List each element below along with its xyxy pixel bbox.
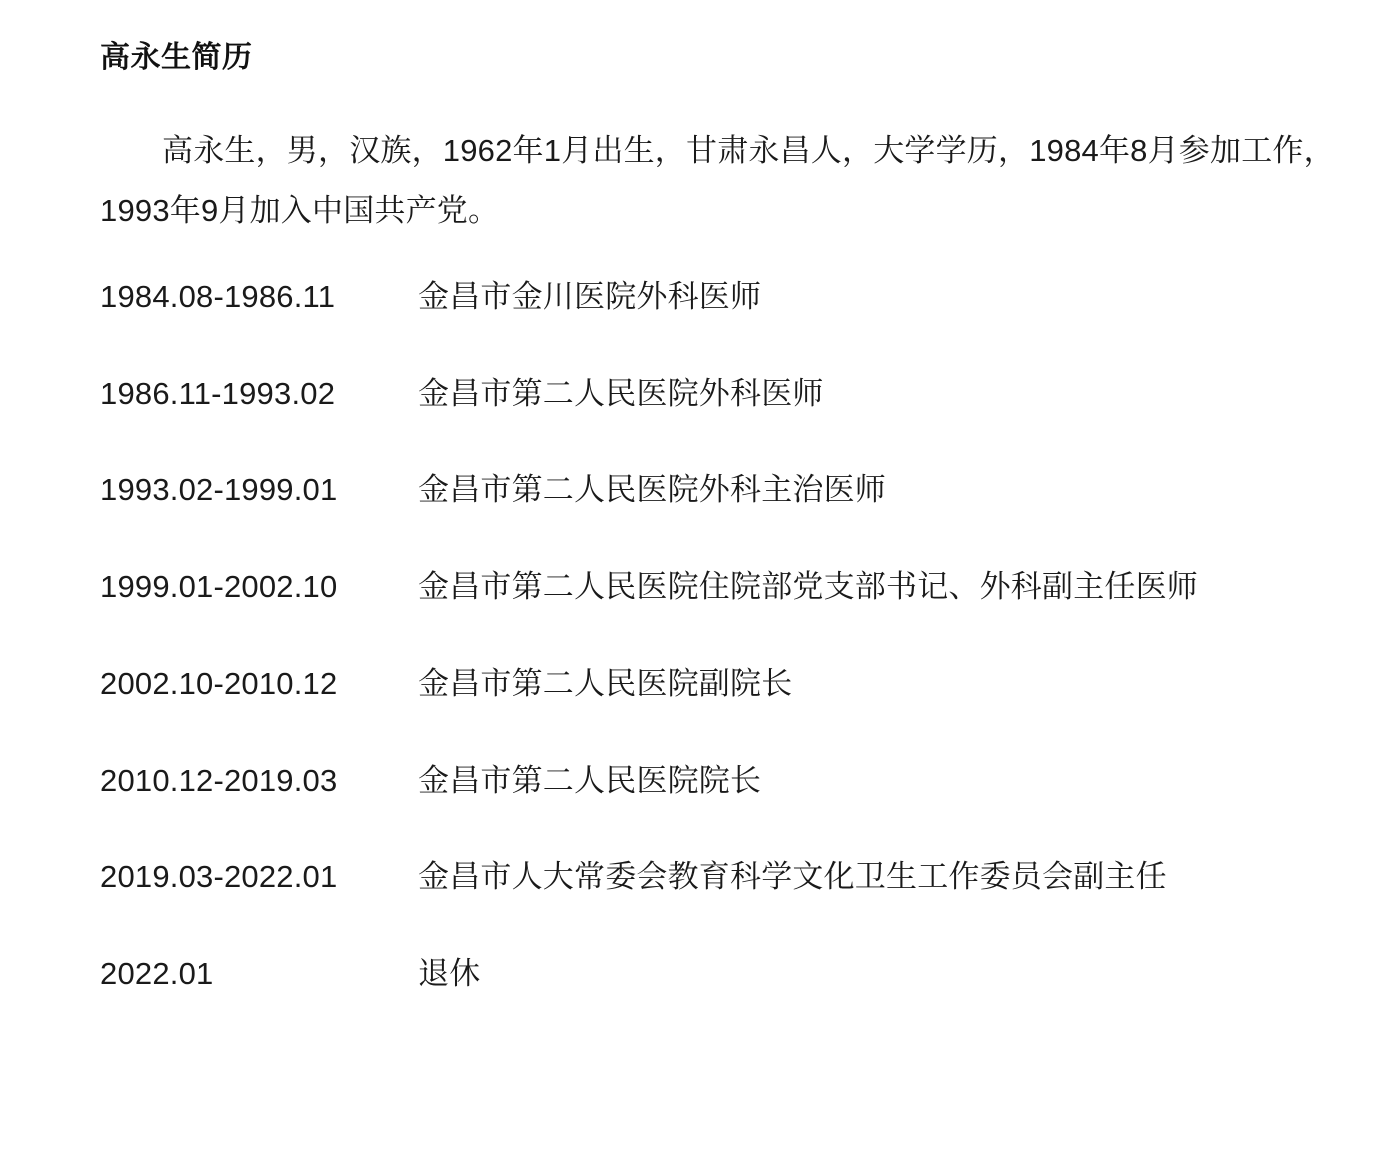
left-margin — [0, 0, 62, 1166]
entry-period: 2002.10-2010.12 — [100, 665, 338, 701]
career-history-list — [100, 278, 1344, 994]
entry-description: 金昌市金川医院外科医师 — [418, 278, 762, 314]
entry-period: 1999.01-2002.10 — [100, 569, 338, 605]
entry-period: 1986.11-1993.02 — [100, 375, 336, 411]
entry-period: 2019.03-2022.01 — [100, 859, 338, 895]
entry-description: 金昌市第二人民医院副院长 — [418, 665, 793, 701]
entry-description: 金昌市人大常委会教育科学文化卫生工作委员会副主任 — [418, 859, 1167, 895]
entry-description: 金昌市第二人民医院住院部党支部书记、外科副主任医师 — [418, 569, 1198, 605]
list-item — [100, 568, 1344, 607]
list-item — [100, 762, 1344, 801]
entry-period: 1993.02-1999.01 — [100, 472, 338, 508]
entry-description: 金昌市第二人民医院外科医师 — [418, 375, 824, 411]
entry-period: 2022.01 — [100, 956, 214, 992]
document-content — [62, 0, 1374, 1166]
list-item — [100, 858, 1344, 897]
biography-intro-paragraph: 高永生，男，汉族，1962年1月出生，甘肃永昌人，大学学历，1984年8月参加工作，1993年9月加入中国共产党。 — [100, 133, 1335, 229]
entry-period: 1984.08-1986.11 — [100, 278, 336, 314]
entry-description: 金昌市第二人民医院院长 — [418, 762, 762, 798]
entry-description: 金昌市第二人民医院外科主治医师 — [418, 472, 886, 508]
page-title: 高永生简历 — [100, 41, 253, 74]
entry-description: 退休 — [418, 956, 481, 992]
list-item — [100, 278, 1344, 317]
list-item — [100, 955, 1344, 994]
list-item — [100, 471, 1344, 510]
entry-period: 2010.12-2019.03 — [100, 762, 338, 798]
list-item — [100, 375, 1344, 414]
list-item — [100, 665, 1344, 704]
